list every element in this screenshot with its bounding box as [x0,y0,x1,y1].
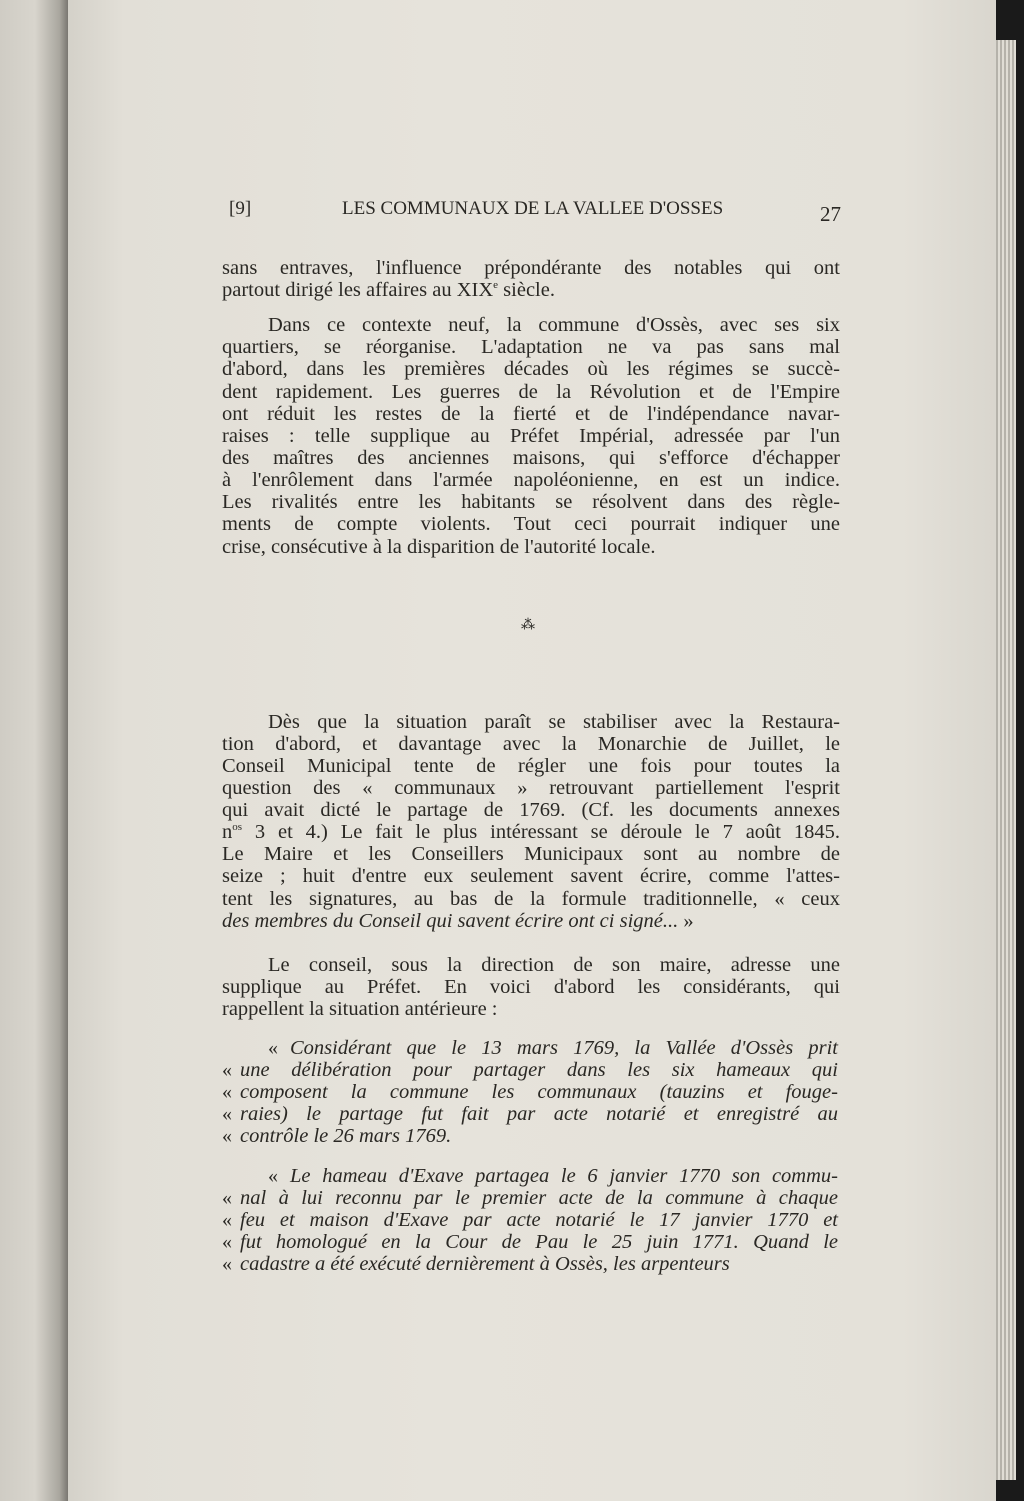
text-line: des maîtres des anciennes maisons, qui s'efforce d'échapper [222,447,840,469]
quote-mark: « [222,1081,232,1103]
text-line: tion d'abord, et davantage avec la Monarchie de Juillet, le [222,733,840,755]
text-line: crise, consécutive à la disparition de l'autorité locale. [222,536,656,558]
text-line [222,820,840,844]
superscript: e [493,279,499,292]
page-number: 27 [820,202,841,226]
text-line: sans entraves, l'influence prépondérante des notables qui ont [222,257,840,279]
quote-mark: « [222,1209,232,1231]
quote-mark: « [222,1253,232,1275]
quote-line: cadastre a été exécuté dernièrement à Ossès, les arpenteurs [240,1253,730,1275]
previous-page-edge [0,0,70,1501]
text-segment: 3 et 4.) Le fait le plus intéressant se déroule le 7 août 1845. [242,821,840,843]
quote-line: contrôle le 26 mars 1769. [240,1125,452,1147]
text-line: Dès que la situation paraît se stabiliser avec la Restaura- [268,711,840,733]
superscript: os [232,821,243,834]
quote-line: raies) le partage fut fait par acte notarié et enregistré au [240,1103,838,1125]
text-line: seize ; huit d'entre eux seulement savent écrire, comme l'attes- [222,865,840,887]
text-line: tent les signatures, au bas de la formule traditionnelle, « ceux [222,888,840,910]
text-line: raises : telle supplique au Préfet Impérial, adressée par l'un [222,425,840,447]
text-line [222,278,840,302]
section-number: [9] [229,198,252,219]
quote-mark: « [222,1103,232,1125]
text-segment: » [678,910,694,932]
text-segment: n [222,821,233,843]
text-line: question des « communaux » retrouvant partiellement l'esprit [222,777,840,799]
text-line: ont réduit les restes de la fierté et de l'indépendance navar- [222,403,840,425]
text-line: ments de compte violents. Tout ceci pourrait indiquer une [222,513,840,535]
text-segment: des membres du Conseil qui savent écrire ont ci signé... [222,910,679,932]
text-segment: siècle. [498,279,555,301]
text-line: quartiers, se réorganise. L'adaptation ne va pas sans mal [222,336,840,358]
quote-mark: « [222,1059,232,1081]
text-line: Conseil Municipal tente de régler une fois pour toutes la [222,755,840,777]
page-stack-edge [996,40,1016,1480]
quote-line: composent la commune les communaux (tauzins et fouge- [240,1081,838,1103]
text-line: qui avait dicté le partage de 1769. (Cf. les documents annexes [222,799,840,821]
quote-mark: « [222,1231,232,1253]
quote-mark: « [222,1187,232,1209]
text-line: Dans ce contexte neuf, la commune d'Ossès, avec ses six [268,314,840,336]
text-line [222,909,840,933]
text-line: à l'enrôlement dans l'armée napoléonienne, en est un indice. [222,469,840,491]
text-line: Le Maire et les Conseillers Municipaux sont au nombre de [222,843,840,865]
quote-line: Le hameau d'Exave partagea le 6 janvier 1770 son commu- [290,1165,838,1187]
quote-line: fut homologué en la Cour de Pau le 25 juin 1771. Quand le [240,1231,838,1253]
quote-line: nal à lui reconnu par le premier acte de la commune à chaque [240,1187,838,1209]
quote-line: Considérant que le 13 mars 1769, la Vallée d'Ossès prit [290,1037,838,1059]
quote-mark: « [268,1165,278,1187]
quote-mark: « [222,1125,232,1147]
quote-line: feu et maison d'Exave par acte notarié le 17 janvier 1770 et [240,1209,838,1231]
text-line: d'abord, dans les premières décades où les régimes se succè- [222,358,840,380]
text-line: supplique au Préfet. En voici d'abord les considérants, qui [222,976,840,998]
running-title: LES COMMUNAUX DE LA VALLEE D'OSSES [342,198,724,219]
text-line: rappellent la situation antérieure : [222,998,498,1020]
section-separator: ⁂ [521,618,535,633]
quote-line: une délibération pour partager dans les six hameaux qui [240,1059,838,1081]
text-line: Le conseil, sous la direction de son maire, adresse une [268,954,840,976]
text-line: Les rivalités entre les habitants se résolvent dans des règle- [222,491,840,513]
quote-mark: « [268,1037,278,1059]
text-segment: partout dirigé les affaires au XIX [222,279,494,301]
text-line: dent rapidement. Les guerres de la Révolution et de l'Empire [222,381,840,403]
